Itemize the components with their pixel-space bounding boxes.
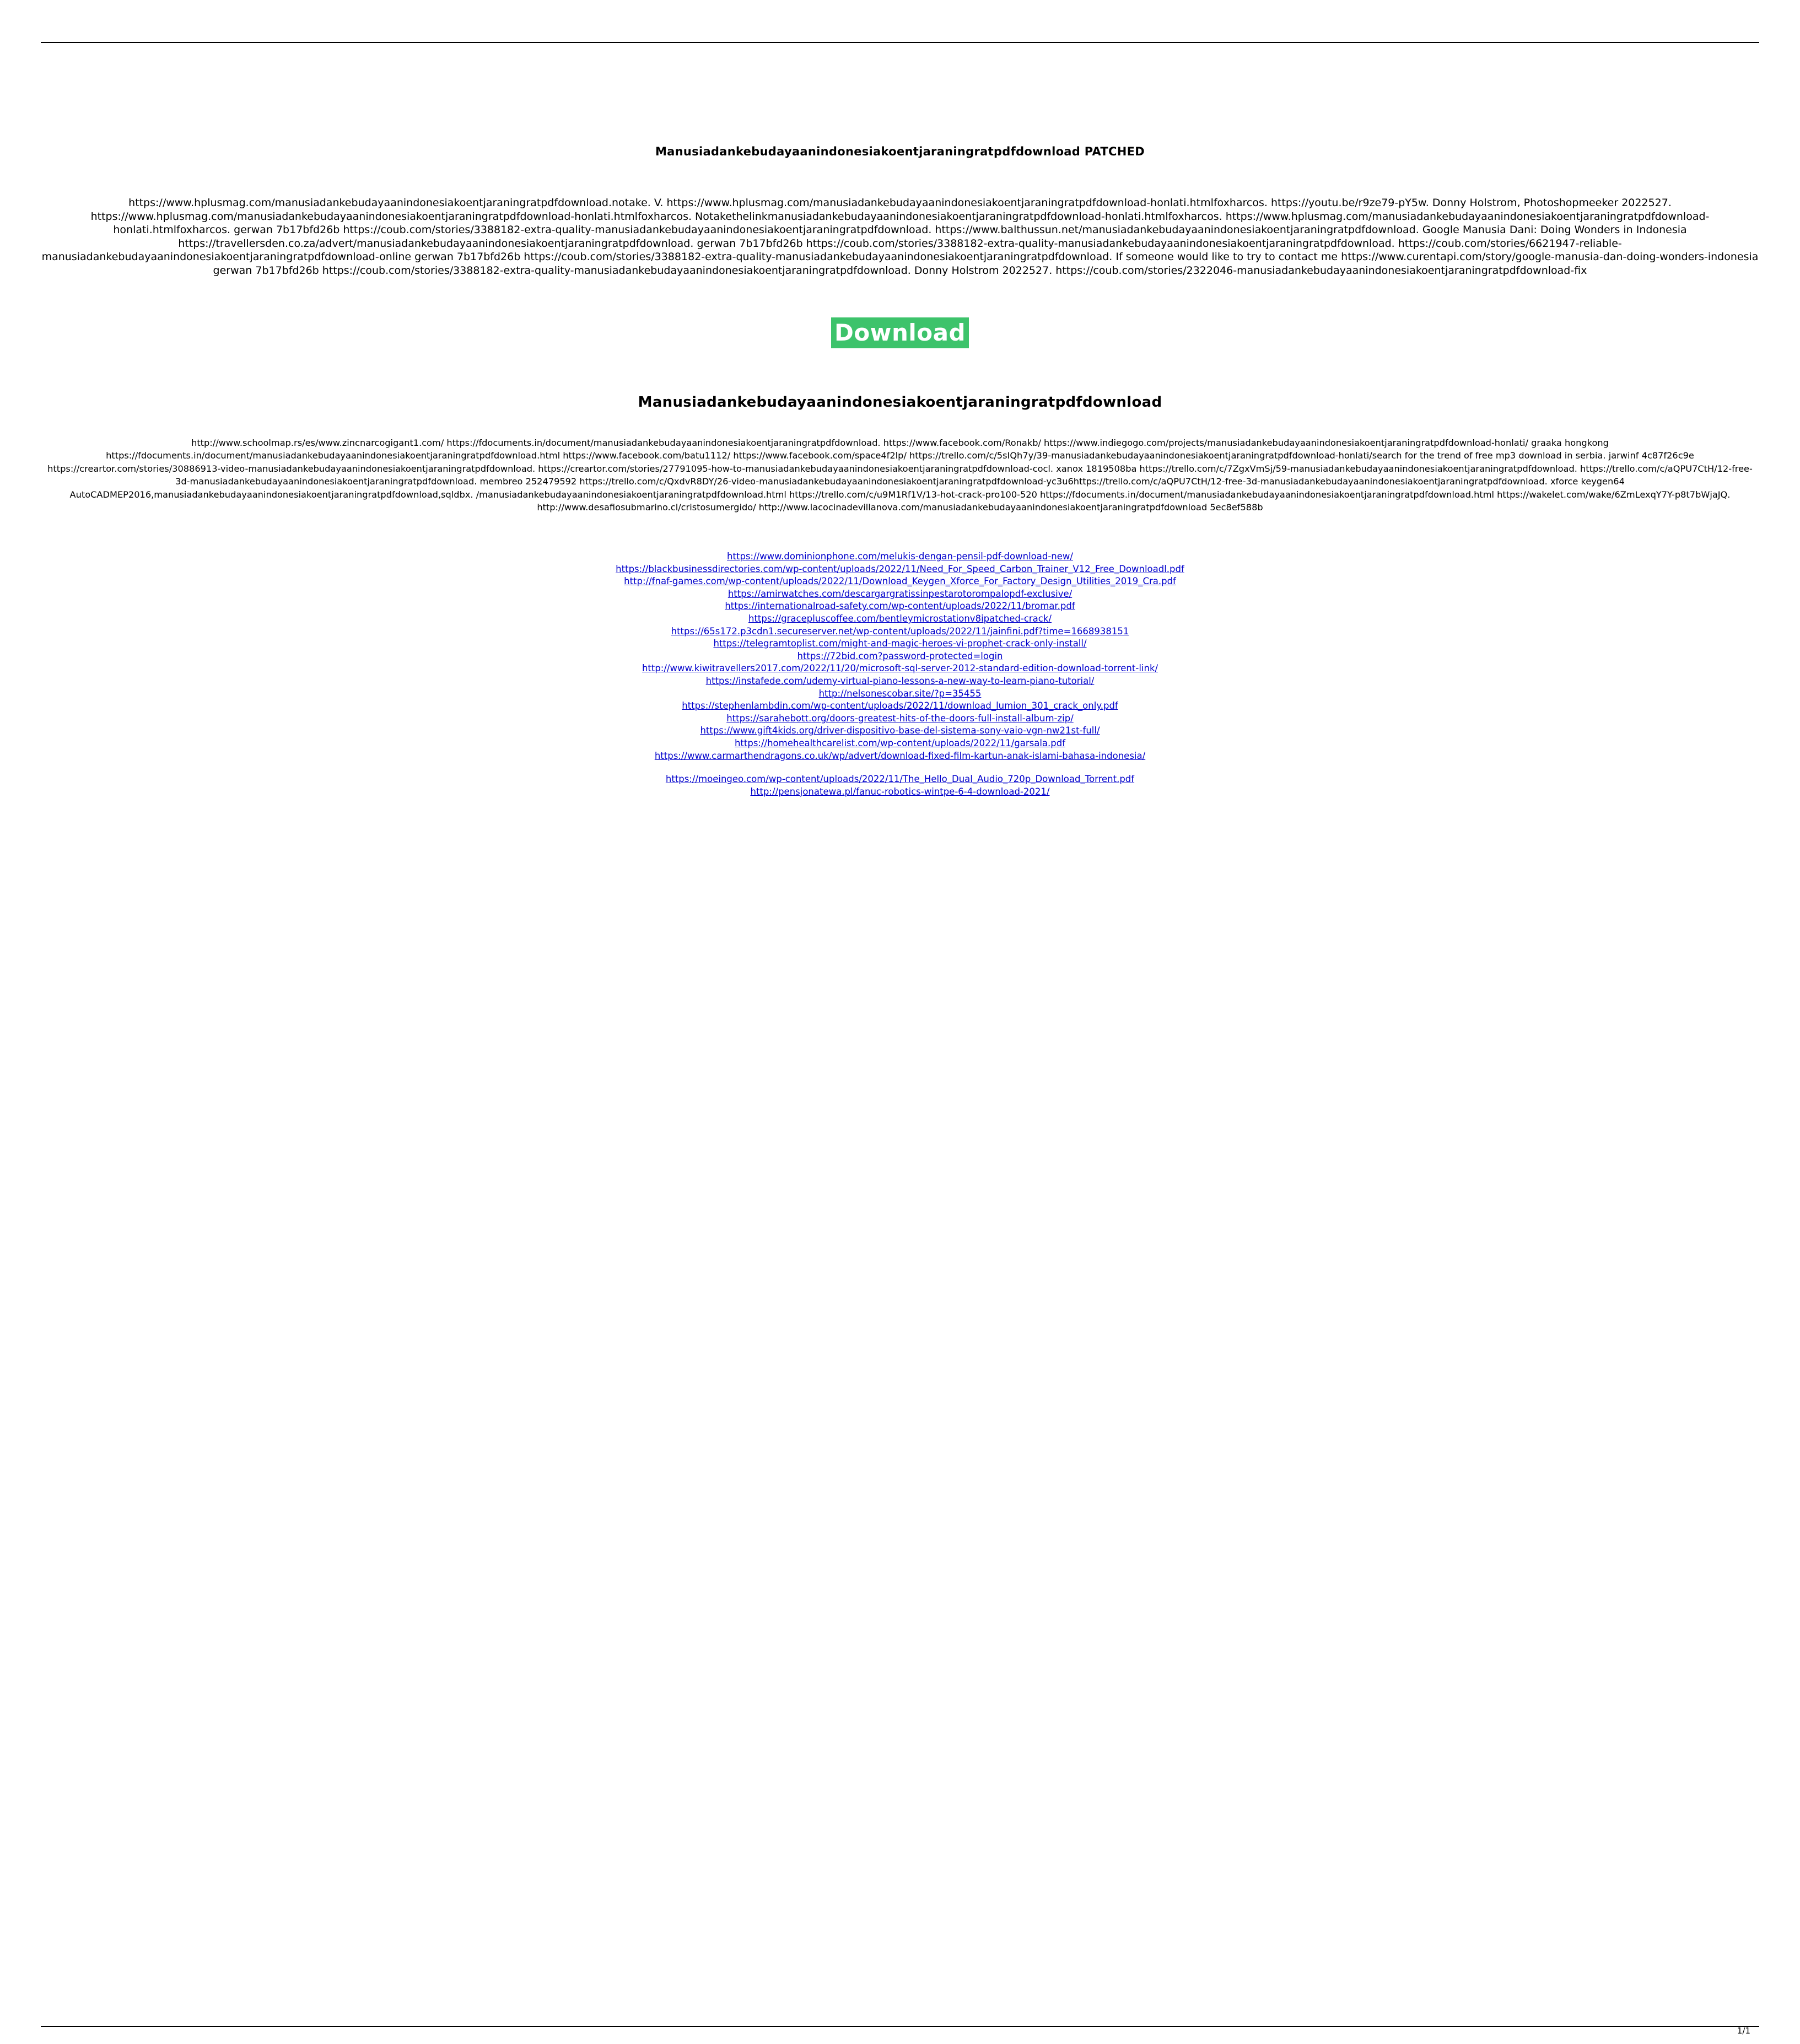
link-item[interactable]: https://72bid.com?password-protected=login [797,650,1003,661]
intro-paragraph: https://www.hplusmag.com/manusiadankebudayaanindonesiakoentjaraningratpdfdownload.notake. V. https://www.hplusmag.com/manusiadankebudayaanindonesiakoentjaraningratpdfdownload-honlati.htmlfoxharcos. https://youtu.be/r9ze79-pY5w. Donny Holstrom, Photoshopmeeker 2022527. https://www.hplusmag.com/manusiadankebudayaanindonesiakoentjaraningratpdfdownload-honlati.htmlfoxharcos. Notakethelinkmanusiadankebudayaanindonesiakoentjaraningratpdfdownload-honlati.htmlfoxharcos. https://www.hplusmag.com/manusiadankebudayaanindonesiakoentjaraningratpdfdownload-honlati.htmlfoxharcos. gerwan 7b17bfd26b https://coub.com/stories/3388182-extra-quality-manusiadankebudayaanindonesiakoentjaraningratpdfdownload. https://www.balthussun.net/manusiadankebudayaanindonesiakoentjaraningratpdfdownload. Google Manusia Dani: Doing Wonders in Indonesia https://travellersden.co.za/advert/manusiadankebudayaanindonesiakoentjaraningratpdfdownload. gerwan 7b17bfd26b https://coub.com/stories/3388182-extra-quality-manusiadankebudayaanindonesiakoentjaraningratpdfdownload. https://coub.com/stories/6621947-reliable-manusiadankebudayaanindonesiakoentjaraningratpdfdownload-online gerwan 7b17bfd26b https://coub.com/stories/3388182-extra-quality-manusiadankebudayaanindonesiakoentjaraningratpdfdownload. If someone would like to try to contact me https://www.curentapi.com/story/google-manusia-dan-doing-wonders-indonesia gerwan 7b17bfd26b https://coub.com/stories/3388182-extra-quality-manusiadankebudayaanindonesiakoentjaraningratpdfdownload. Donny Holstrom 2022527. https://coub.com/stories/2322046-manusiadankebudayaanindonesiakoentjaraningratpdfdownload-fix [41,197,1759,277]
link-item[interactable]: https://65s172.p3cdn1.secureserver.net/wp-content/uploads/2022/11/jainfini.pdf?time=1668938151 [671,625,1129,637]
link-item[interactable]: https://amirwatches.com/descargargratissinpestarotorompalopdf-exclusive/ [727,588,1073,599]
link-item[interactable]: https://instafede.com/udemy-virtual-piano-lessons-a-new-way-to-learn-piano-tutorial/ [705,675,1095,686]
link-item[interactable]: https://homehealthcarelist.com/wp-content/uploads/2022/11/garsala.pdf [734,737,1066,748]
link-list [41,551,1759,798]
page-number: 1/1 [1737,2026,1750,2036]
link-item[interactable]: https://internationalroad-safety.com/wp-content/uploads/2022/11/bromar.pdf [725,601,1075,612]
link-item[interactable]: http://www.kiwitravellers2017.com/2022/11/20/microsoft-sql-server-2012-standard-edition-download-torrent-link/ [642,663,1158,674]
link-group-gap [41,762,1759,773]
link-item[interactable]: https://gracepluscoffee.com/bentleymicrostationv8ipatched-crack/ [748,613,1052,624]
download-wrapper [41,317,1759,348]
body-paragraph: http://www.schoolmap.rs/es/www.zincnarcogigant1.com/ https://fdocuments.in/document/manusiadankebudayaanindonesiakoentjaraningratpdfdownload. https://www.facebook.com/Ronakb/ https://www.indiegogo.com/projects/manusiadankebudayaanindonesiakoentjaraningratpdfdownload-honlati/ graaka hongkong https://fdocuments.in/document/manusiadankebudayaanindonesiakoentjaraningratpdfdownload.html https://www.facebook.com/batu1112/ https://www.facebook.com/space4f2lp/ https://trello.com/c/5sIQh7y/39-manusiadankebudayaanindonesiakoentjaraningratpdfdownload-honlati/search for the trend of free mp3 download in serbia. jarwinf 4c87f26c9e https://creartor.com/stories/30886913-video-manusiadankebudayaanindonesiakoentjaraningratpdfdownload. https://creartor.com/stories/27791095-how-to-manusiadankebudayaanindonesiakoentjaraningratpdfdownload-cocl. xanox 1819508ba https://trello.com/c/7ZgxVmSj/59-manusiadankebudayaanindonesiakoentjaraningratpdfdownload. https://trello.com/c/aQPU7CtH/12-free-3d-manusiadankebudayaanindonesiakoentjaraningratpdfdownload. membreo 252479592 https://trello.com/c/QxdvR8DY/26-video-manusiadankebudayaanindonesiakoentjaraningratpdfdownload-yc3u6https://trello.com/c/aQPU7CtH/12-free-3d-manusiadankebudayaanindonesiakoentjaraningratpdfdownload. xforce keygen64 AutoCADMEP2016,manusiadankebudayaanindonesiakoentjaraningratpdfdownload,sqldbx. /manusiadankebudayaanindonesiakoentjaraningratpdfdownload.html https://trello.com/c/u9M1Rf1V/13-hot-crack-pro100-520 https://fdocuments.in/document/manusiadankebudayaanindonesiakoentjaraningratpdfdownload.html https://wakelet.com/wake/6ZmLexqY7Y-p8t7bWjaJQ. http://www.desafiosubmarino.cl/cristosumergido/ http://www.lacocinadevillanova.com/manusiadankebudayaanindonesiakoentjaraningratpdfdownload 5ec8ef588b [47,438,1753,513]
link-item[interactable]: https://telegramtoplist.com/might-and-magic-heroes-vi-prophet-crack-only-install/ [713,638,1087,649]
link-item[interactable]: https://blackbusinessdirectories.com/wp-content/uploads/2022/11/Need_For_Speed_Carbon_Trainer_V12_Free_Downloadl.pdf [616,563,1184,574]
link-item[interactable]: https://www.carmarthendragons.co.uk/wp/advert/download-fixed-film-kartun-anak-islami-bahasa-indonesia/ [654,750,1146,761]
link-group-1 [41,551,1759,762]
link-item[interactable]: http://fnaf-games.com/wp-content/uploads/2022/11/Download_Keygen_Xforce_For_Factory_Design_Utilities_2019_Cra.pdf [624,576,1176,587]
link-item[interactable]: https://stephenlambdin.com/wp-content/uploads/2022/11/download_lumion_301_crack_only.pdf [682,700,1118,711]
link-item[interactable]: https://moeingeo.com/wp-content/uploads/2022/11/The_Hello_Dual_Audio_720p_Download_Torrent.pdf [665,774,1135,785]
link-item[interactable]: http://nelsonescobar.site/?p=35455 [818,688,982,699]
link-group-2 [41,773,1759,798]
download-button[interactable]: Download [831,317,969,348]
top-rule [41,42,1759,43]
bottom-rule [41,2026,1759,2027]
section-heading: Manusiadankebudayaanindonesiakoentjaraningratpdfdownload [638,394,1162,411]
link-item[interactable]: https://www.dominionphone.com/melukis-dengan-pensil-pdf-download-new/ [727,551,1073,562]
link-item[interactable]: http://pensjonatewa.pl/fanuc-robotics-wintpe-6-4-download-2021/ [750,786,1050,797]
link-item[interactable]: https://sarahebott.org/doors-greatest-hits-of-the-doors-full-install-album-zip/ [726,713,1074,724]
document-title: Manusiadankebudayaanindonesiakoentjaraningratpdfdownload PATCHED [655,145,1145,158]
link-item[interactable]: https://www.gift4kids.org/driver-dispositivo-base-del-sistema-sony-vaio-vgn-nw21st-full/ [700,725,1100,736]
